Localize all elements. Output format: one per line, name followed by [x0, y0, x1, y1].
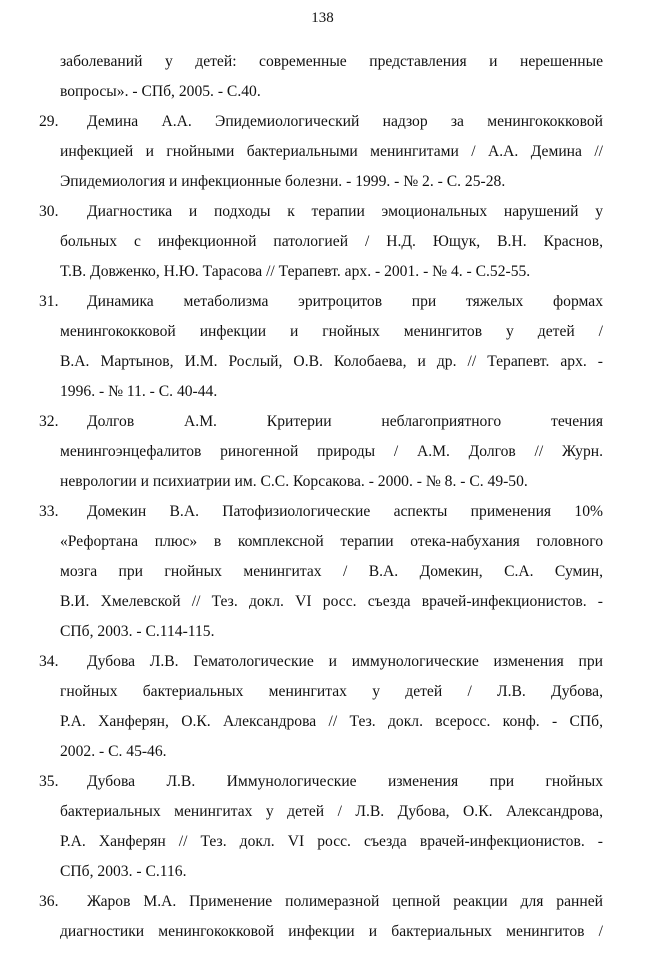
reference-number: 35.	[39, 773, 59, 790]
reference-list	[39, 47, 603, 947]
continuation-line: заболеваний у детей: современные представления и нерешенные	[60, 53, 603, 70]
reference-line: мозга при гнойных менингитах / В.А. Домекин, С.А. Сумин,	[60, 563, 603, 580]
reference-number: 30.	[39, 203, 59, 220]
reference-line: Эпидемиология и инфекционные болезни. - 1999. - № 2. - С. 25-28.	[60, 173, 506, 190]
reference-line: гнойных бактериальных менингитах у детей / Л.В. Дубова,	[60, 683, 603, 700]
reference-number: 36.	[39, 893, 59, 910]
reference-entry	[39, 197, 603, 287]
reference-entry	[39, 887, 603, 947]
reference-number: 32.	[39, 413, 59, 430]
reference-number: 31.	[39, 293, 59, 310]
reference-line: больных с инфекционной патологией / Н.Д. Ющук, В.Н. Краснов,	[60, 233, 603, 250]
reference-text: Динамика метаболизма эритроцитов при тяжелых формах	[87, 293, 603, 310]
reference-line: «Рефортана плюс» в комплексной терапии отека-набухания головного	[60, 533, 603, 550]
continuation-line: вопросы». - СПб, 2005. - С.40.	[60, 83, 261, 100]
reference-line: менингококковой инфекции и гнойных менингитов у детей /	[60, 323, 603, 340]
reference-entry	[39, 407, 603, 497]
reference-text: Домекин В.А. Патофизиологические аспекты применения 10%	[87, 503, 603, 520]
reference-text: Демина А.А. Эпидемиологический надзор за менингококковой	[87, 113, 603, 130]
reference-number: 34.	[39, 653, 59, 670]
reference-first-line	[39, 647, 603, 677]
reference-line: диагностики менингококковой инфекции и бактериальных менингитов /	[60, 923, 603, 940]
reference-line: менингоэнцефалитов риногенной природы / А.М. Долгов // Журн.	[60, 443, 603, 460]
reference-line: Р.А. Ханферян, О.К. Александрова // Тез. докл. всеросс. конф. - СПб,	[60, 713, 603, 730]
reference-entry	[39, 497, 603, 647]
page-number: 138	[311, 10, 334, 26]
reference-number: 33.	[39, 503, 59, 520]
reference-entry	[39, 647, 603, 767]
reference-text: Диагностика и подходы к терапии эмоциональных нарушений у	[87, 203, 603, 220]
reference-entry	[39, 107, 603, 197]
reference-text: Жаров М.А. Применение полимеразной цепной реакции для ранней	[87, 893, 603, 910]
reference-text: Дубова Л.В. Гематологические и иммунологические изменения при	[87, 653, 603, 670]
reference-first-line	[39, 767, 603, 797]
reference-first-line	[39, 287, 603, 317]
reference-first-line	[39, 497, 603, 527]
reference-first-line	[39, 107, 603, 137]
reference-first-line	[39, 197, 603, 227]
reference-line: В.А. Мартынов, И.М. Рослый, О.В. Колобаева, и др. // Терапевт. арх. -	[60, 353, 603, 370]
reference-line: 2002. - С. 45-46.	[60, 743, 167, 760]
reference-first-line	[39, 887, 603, 917]
reference-entry	[39, 287, 603, 407]
reference-line: 1996. - № 11. - С. 40-44.	[60, 383, 218, 400]
reference-text: Долгов А.М. Критерии неблагоприятного течения	[87, 413, 603, 430]
reference-line: бактериальных менингитах у детей / Л.В. Дубова, О.К. Александрова,	[60, 803, 603, 820]
reference-text: Дубова Л.В. Иммунологические изменения при гнойных	[87, 773, 603, 790]
reference-line: Т.В. Довженко, Н.Ю. Тарасова // Терапевт. арх. - 2001. - № 4. - С.52-55.	[60, 263, 531, 280]
reference-entry	[39, 767, 603, 887]
reference-number: 29.	[39, 113, 59, 130]
reference-line: Р.А. Ханферян // Тез. докл. VI росс. съезда врачей-инфекционистов. -	[60, 833, 603, 850]
reference-line: В.И. Хмелевской // Тез. докл. VI росс. съезда врачей-инфекционистов. -	[60, 593, 603, 610]
reference-first-line	[39, 407, 603, 437]
reference-line: неврологии и психиатрии им. С.С. Корсакова. - 2000. - № 8. - С. 49-50.	[60, 473, 528, 490]
reference-line: СПб, 2003. - С.116.	[60, 863, 187, 880]
reference-line: СПб, 2003. - С.114-115.	[60, 623, 215, 640]
reference-line: инфекцией и гнойными бактериальными менингитами / А.А. Демина //	[60, 143, 603, 160]
